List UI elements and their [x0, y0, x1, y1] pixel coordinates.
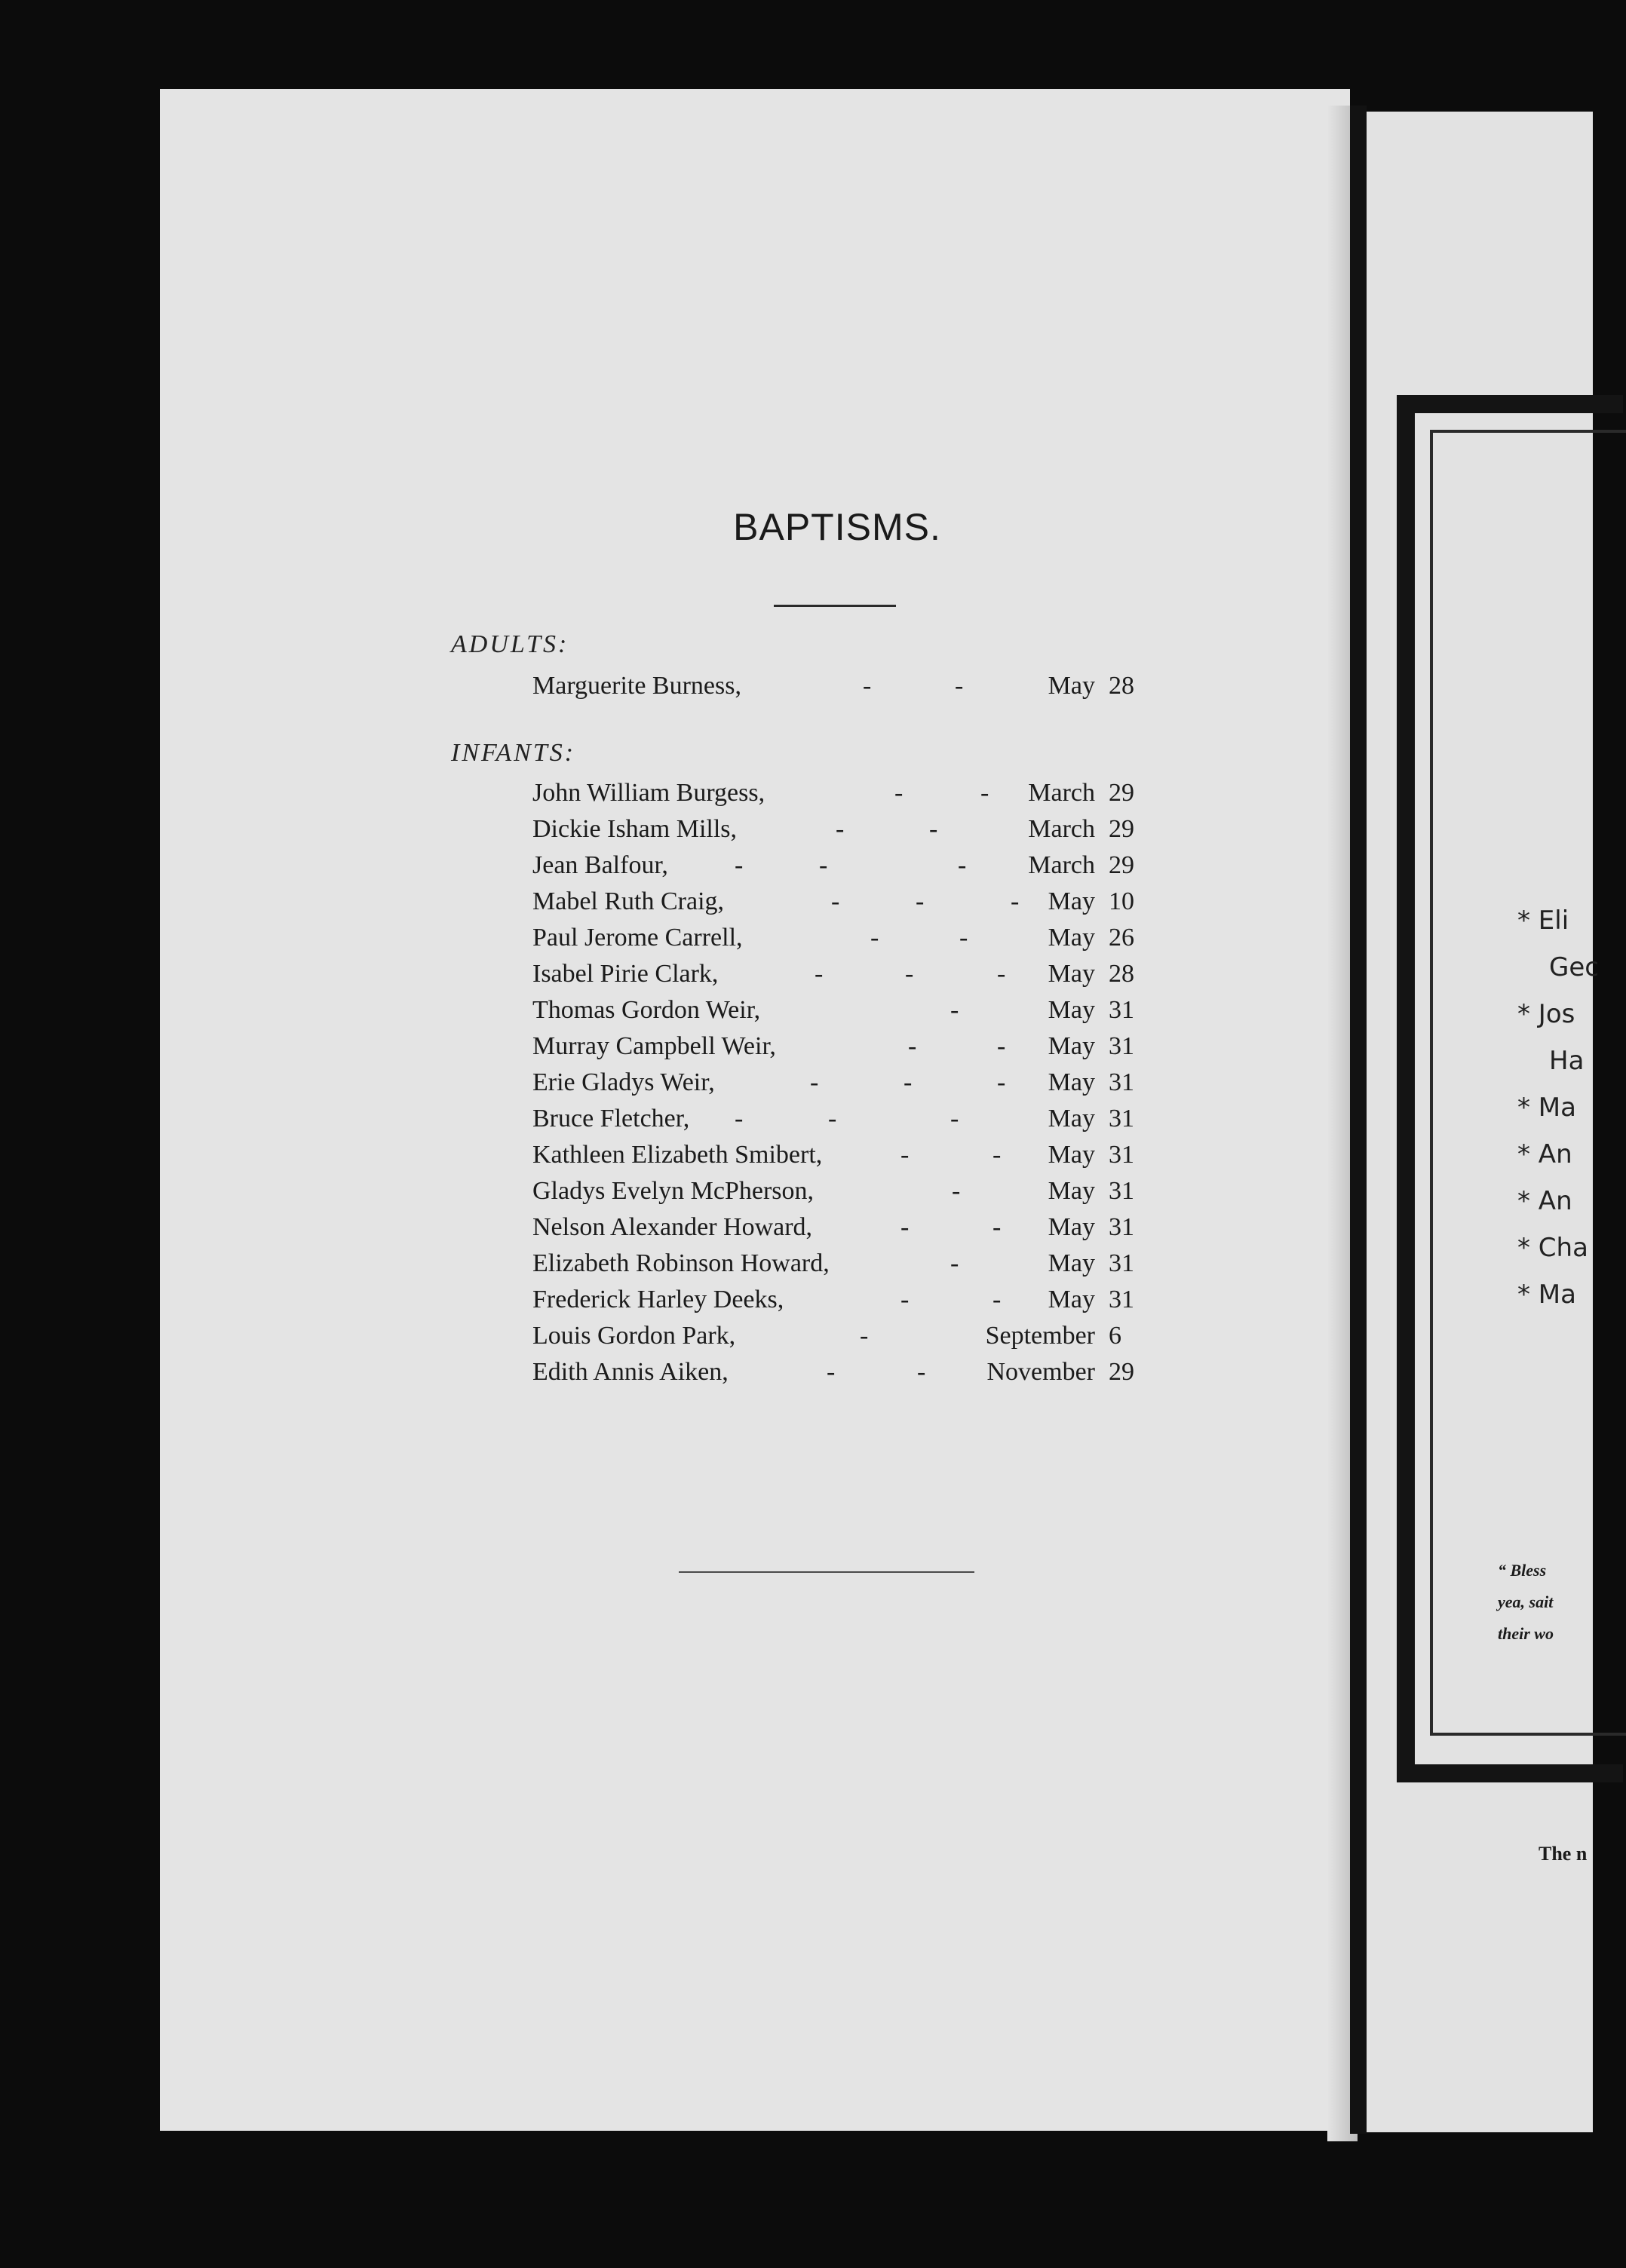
entry-name: Jean Balfour, [532, 851, 668, 879]
leader-dash: - [958, 851, 967, 879]
entry-name: Murray Campbell Weir, [532, 1032, 776, 1060]
entry-name: Elizabeth Robinson Howard, [532, 1249, 830, 1277]
baptism-entry [532, 1101, 1139, 1137]
entry-name: Kathleen Elizabeth Smibert, [532, 1141, 823, 1169]
baptism-entry [532, 920, 1139, 956]
baptism-entry [532, 1354, 1139, 1390]
leader-dash: - [819, 851, 828, 879]
entry-day: 31 [1109, 1105, 1134, 1132]
leader-dash: - [836, 815, 845, 843]
leader-dash: - [992, 1141, 1002, 1169]
entry-month: March [1028, 779, 1095, 807]
right-list-item: * An [1517, 1186, 1572, 1216]
leader-dash: - [916, 887, 925, 915]
baptism-entry [532, 1065, 1139, 1101]
leader-dash: - [950, 1249, 959, 1277]
leader-dash: - [827, 1358, 836, 1386]
baptism-entry [532, 956, 1139, 992]
adults-heading: ADULTS: [451, 630, 569, 658]
entry-day: 31 [1109, 1032, 1134, 1060]
right-page-quote [1498, 1555, 1593, 1650]
right-list-item: * Eli [1517, 906, 1569, 936]
entry-name: Thomas Gordon Weir, [532, 996, 761, 1024]
entry-day: 29 [1109, 1358, 1134, 1386]
entry-day: 31 [1109, 1249, 1134, 1277]
entry-name: Gladys Evelyn McPherson, [532, 1177, 815, 1205]
entry-month: November [986, 1358, 1095, 1386]
entry-day: 29 [1109, 851, 1134, 879]
leader-dash: - [735, 851, 744, 879]
closing-divider [679, 1571, 974, 1573]
baptism-entry [532, 668, 1139, 704]
entry-name: Isabel Pirie Clark, [532, 960, 719, 988]
entry-name: Louis Gordon Park, [532, 1322, 736, 1350]
entry-month: September [985, 1322, 1095, 1350]
entry-month: May [1048, 1286, 1095, 1313]
leader-dash: - [980, 779, 989, 807]
leader-dash: - [997, 1032, 1006, 1060]
leader-dash: - [955, 672, 964, 700]
entry-month: May [1048, 1213, 1095, 1241]
entry-day: 10 [1109, 887, 1134, 915]
baptism-entry [532, 1246, 1139, 1282]
entry-month: May [1048, 887, 1095, 915]
baptism-entry [532, 1028, 1139, 1065]
baptism-entry [532, 1137, 1139, 1173]
leader-dash: - [735, 1105, 744, 1132]
leader-dash: - [997, 960, 1006, 988]
leader-dash: - [894, 779, 904, 807]
leader-dash: - [992, 1213, 1002, 1241]
entry-month: May [1048, 672, 1095, 700]
entry-month: May [1048, 960, 1095, 988]
entry-name: Nelson Alexander Howard, [532, 1213, 813, 1241]
entry-month: March [1028, 815, 1095, 843]
entry-day: 31 [1109, 1068, 1134, 1096]
entry-name: Dickie Isham Mills, [532, 815, 738, 843]
entry-day: 31 [1109, 1141, 1134, 1169]
baptism-entry [532, 847, 1139, 884]
leader-dash: - [863, 672, 872, 700]
book-spine [1350, 106, 1367, 2134]
leader-dash: - [950, 1105, 959, 1132]
title-divider [774, 605, 896, 607]
right-page-footer-text: The n [1539, 1843, 1588, 1865]
baptism-entry [532, 884, 1139, 920]
entry-name: Erie Gladys Weir, [532, 1068, 715, 1096]
baptism-entry [532, 992, 1139, 1028]
entry-day: 29 [1109, 815, 1134, 843]
entry-day: 31 [1109, 1286, 1134, 1313]
leader-dash: - [815, 960, 824, 988]
baptism-entry [532, 1282, 1139, 1318]
leader-dash: - [900, 1141, 910, 1169]
baptism-entry [532, 1318, 1139, 1354]
right-list-item: * Cha [1517, 1233, 1588, 1263]
entry-day: 31 [1109, 1213, 1134, 1241]
entry-name: Marguerite Burness, [532, 672, 741, 700]
entry-day: 31 [1109, 1177, 1134, 1205]
entry-month: May [1048, 1105, 1095, 1132]
right-list-item: * Ma [1517, 1280, 1576, 1310]
quote-line: their wo [1498, 1624, 1554, 1643]
baptism-entry [532, 775, 1139, 811]
entry-month: May [1048, 1141, 1095, 1169]
quote-line: “ Bless [1498, 1561, 1547, 1580]
leader-dash: - [917, 1358, 926, 1386]
leader-dash: - [1011, 887, 1020, 915]
leader-dash: - [959, 924, 968, 952]
entry-month: May [1048, 1249, 1095, 1277]
entry-month: May [1048, 924, 1095, 952]
leader-dash: - [904, 1068, 913, 1096]
entry-day: 26 [1109, 924, 1134, 952]
right-list-item: * An [1517, 1139, 1572, 1169]
leader-dash: - [929, 815, 938, 843]
entry-month: March [1028, 851, 1095, 879]
leader-dash: - [831, 887, 840, 915]
leader-dash: - [950, 996, 959, 1024]
leader-dash: - [828, 1105, 837, 1132]
leader-dash: - [997, 1068, 1006, 1096]
leader-dash: - [870, 924, 879, 952]
entry-day: 29 [1109, 779, 1134, 807]
page-title: BAPTISMS. [733, 506, 941, 548]
leader-dash: - [908, 1032, 917, 1060]
entry-name: Frederick Harley Deeks, [532, 1286, 784, 1313]
entry-name: Bruce Fletcher, [532, 1105, 690, 1132]
right-list-item: Gec [1549, 952, 1599, 982]
entry-name: Paul Jerome Carrell, [532, 924, 743, 952]
baptism-entry [532, 811, 1139, 847]
entry-day: 6 [1109, 1322, 1121, 1350]
entry-name: John William Burgess, [532, 779, 765, 807]
entry-name: Edith Annis Aiken, [532, 1358, 729, 1386]
entry-day: 31 [1109, 996, 1134, 1024]
leader-dash: - [810, 1068, 819, 1096]
entry-month: May [1048, 996, 1095, 1024]
leader-dash: - [900, 1286, 910, 1313]
leader-dash: - [992, 1286, 1002, 1313]
right-page-name-list [1517, 897, 1599, 1318]
entry-day: 28 [1109, 672, 1134, 700]
leader-dash: - [900, 1213, 910, 1241]
quote-line: yea, sait [1498, 1592, 1554, 1611]
entry-name: Mabel Ruth Craig, [532, 887, 725, 915]
entry-day: 28 [1109, 960, 1134, 988]
baptism-entry [532, 1173, 1139, 1209]
leader-dash: - [905, 960, 914, 988]
infants-heading: INFANTS: [451, 739, 576, 767]
entry-month: May [1048, 1032, 1095, 1060]
entry-month: May [1048, 1177, 1095, 1205]
right-list-item: * Ma [1517, 1093, 1576, 1123]
right-list-item: Ha [1549, 1046, 1585, 1076]
baptism-entry [532, 1209, 1139, 1246]
leader-dash: - [860, 1322, 869, 1350]
right-list-item: * Jos [1517, 999, 1575, 1029]
entry-month: May [1048, 1068, 1095, 1096]
leader-dash: - [952, 1177, 961, 1205]
